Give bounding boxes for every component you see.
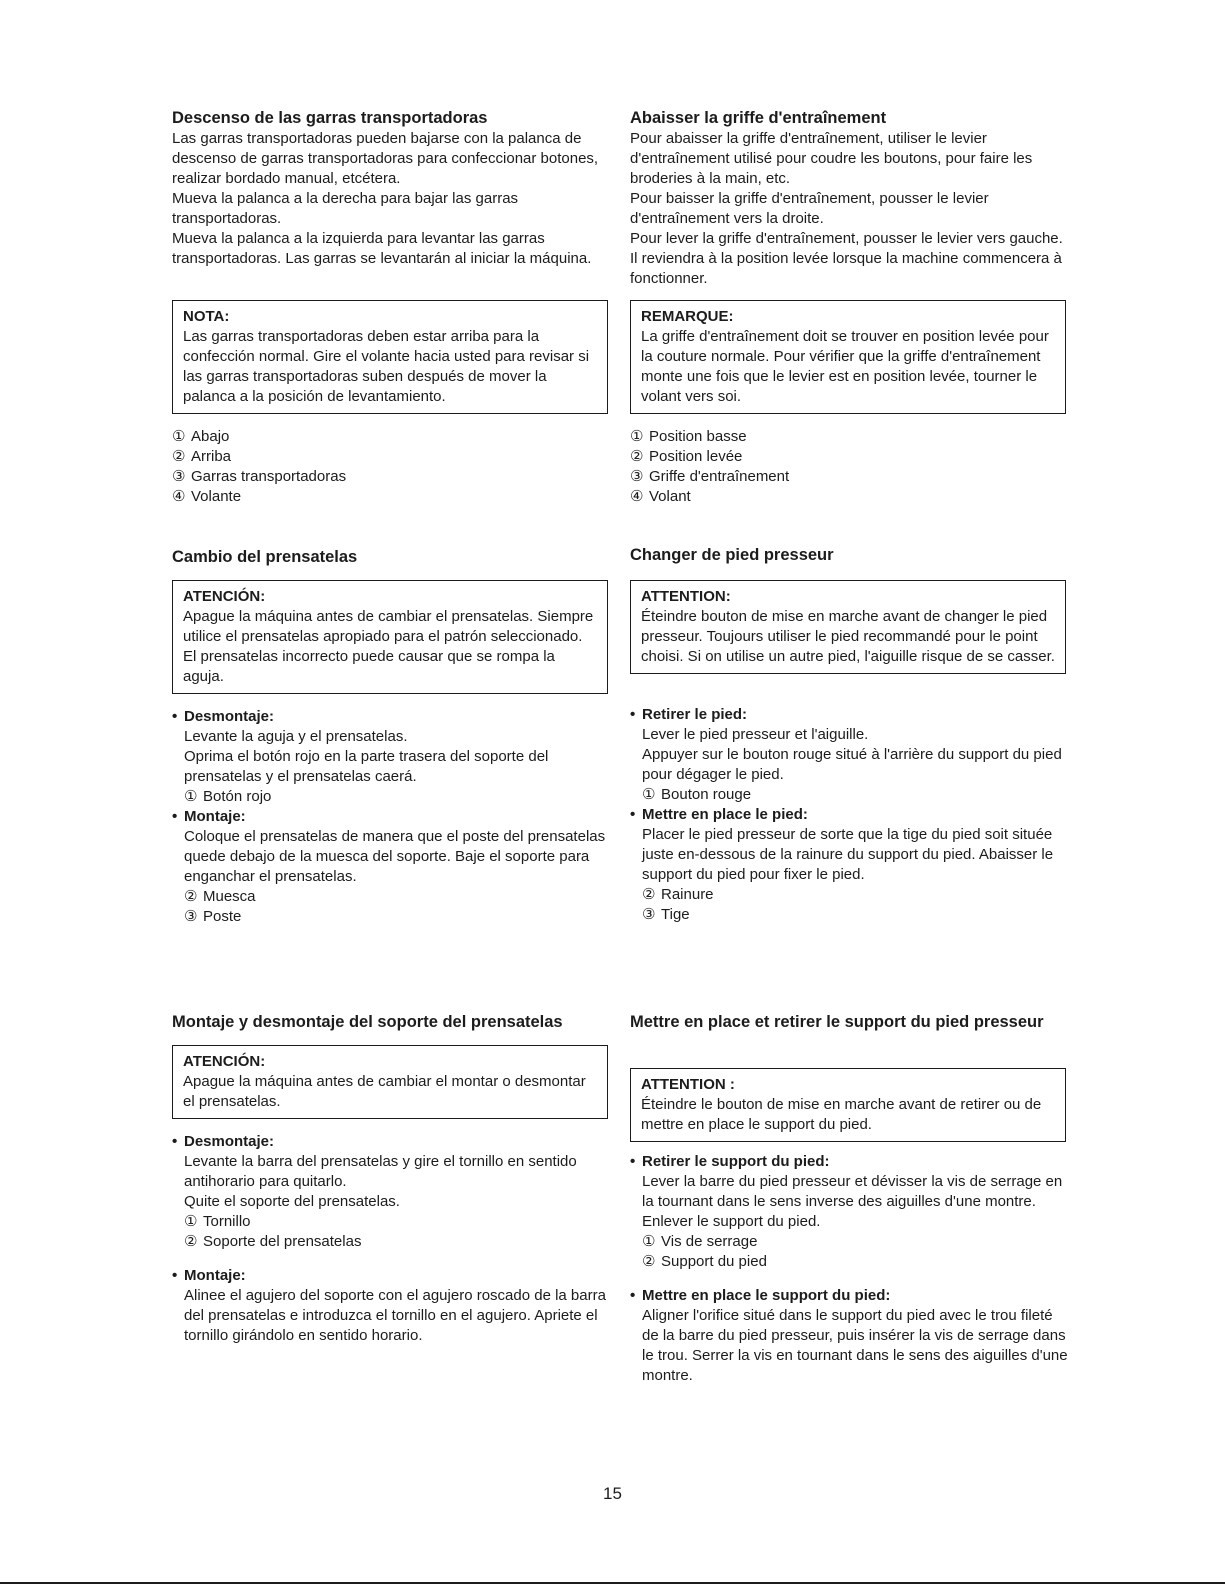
attention-text: Apague la máquina antes de cambiar el prensatelas. Siempre utilice el prensatelas apropiado para el patrón seleccionado. El prensatelas incorrecto puede causar que se rompa la aguja. (183, 608, 594, 685)
paragraph: Aligner l'orifice situé dans le support du pied avec le trou fileté de la barre du pied presseur, puis insérer la vis de serrage dans le trou. Serrer la vis en tournant dans le sens des aiguilles d'une montre. (642, 1307, 1068, 1384)
paragraph: Placer le pied presseur de sorte que la tige du pied soit située juste en-dessous de la rainure du support du pied. Abaisser le support du pied pour fixer le pied. (642, 826, 1054, 883)
list-item: ① Position basse (630, 428, 747, 445)
page-number: 15 (603, 1484, 622, 1503)
paragraph: Pour abaisser la griffe d'entraînement, utiliser le levier d'entraînement utilisé pour coudre les boutons, pour faire les broderies à la main, etc. (630, 130, 1033, 187)
note-text: Las garras transportadoras deben estar arriba para la confección normal. Gire el volante hacia usted para revisar si las garras transportadoras suben después de mover la palanca a la posición de levantamiento. (183, 328, 590, 405)
parts-list (630, 427, 789, 507)
list-item: ① Tornillo (184, 1213, 251, 1230)
paragraph: Levante la barra del prensatelas y gire el tornillo en sentido antihorario para quitarlo. (184, 1153, 577, 1190)
attention-title: ATENCIÓN: (183, 1053, 266, 1070)
paragraph: Pour baisser la griffe d'entraînement, pousser le levier d'entraînement vers la droite. (630, 190, 989, 227)
list-item: ④ Volant (630, 488, 691, 505)
paragraph: Lever le pied presseur et l'aiguille. (642, 726, 869, 743)
section-title: Montaje y desmontaje del soporte del prensatelas (172, 1013, 563, 1031)
paragraph: Mueva la palanca a la derecha para bajar las garras transportadoras. (172, 190, 519, 227)
attention-title: ATENCIÓN: (183, 588, 266, 605)
list-item: ③ Garras transportadoras (172, 468, 347, 485)
paragraph: Levante la aguja y el prensatelas. (184, 728, 408, 745)
bullet-heading: • Desmontaje: (172, 1133, 275, 1150)
paragraph: Alinee el agujero del soporte con el agujero roscado de la barra del prensatelas e introduzca el tornillo en el agujero. Apriete el tornillo girándolo en sentido horario. (184, 1287, 606, 1344)
bullet-heading: • Retirer le support du pied: (630, 1153, 830, 1170)
paragraph: Mueva la palanca a la izquierda para levantar las garras transportadoras. Las garras se levantarán al iniciar la máquina. (172, 230, 592, 267)
section-title: Changer de pied presseur (630, 546, 834, 564)
bullet-heading: • Retirer le pied: (630, 706, 748, 723)
list-item: ③ Poste (184, 908, 242, 925)
list-item: ② Support du pied (642, 1253, 767, 1270)
section-presser-foot-es (172, 547, 357, 567)
paragraph: Pour lever la griffe d'entraînement, pousser le levier vers gauche. Il reviendra à la position levée lorsque la machine commencera à fonctionner. (630, 230, 1063, 287)
bottom-rule (0, 1582, 1225, 1584)
attention-text: Apague la máquina antes de cambiar el montar o desmontar el prensatelas. (183, 1073, 586, 1110)
attention-box (630, 1068, 1066, 1142)
list-item: ③ Tige (642, 906, 690, 923)
paragraph: Coloque el prensatelas de manera que el poste del prensatelas quede debajo de la muesca del soporte. Baje el soporte para enganchar el prensatelas. (184, 828, 606, 885)
attention-box (172, 1045, 608, 1119)
parts-list (172, 427, 346, 507)
list-item: ① Bouton rouge (642, 786, 752, 803)
section-title: Abaisser la griffe d'entraînement (630, 109, 887, 127)
note-box (630, 300, 1066, 414)
bullet-heading: • Montaje: (172, 808, 246, 825)
note-text: La griffe d'entraînement doit se trouver en position levée pour la couture normale. Pour vérifier que la griffe d'entraînement monte une fois que le levier est en position levée, tourner le volant vers soi. (641, 328, 1049, 405)
paragraph: Quite el soporte del prensatelas. (184, 1193, 400, 1210)
list-item: ② Arriba (172, 448, 232, 465)
bullet-heading: • Mettre en place le pied: (630, 806, 808, 823)
section-presser-foot-fr (630, 545, 834, 565)
instructions (630, 1152, 1070, 1386)
attention-text: Éteindre le bouton de mise en marche avant de retirer ou de mettre en place le support du pied. (641, 1096, 1042, 1133)
list-item: ② Position levée (630, 448, 743, 465)
paragraph: Appuyer sur le bouton rouge situé à l'arrière du support du pied pour dégager le pied. (642, 746, 1062, 783)
list-item: ② Soporte del prensatelas (184, 1233, 362, 1250)
section-title: Mettre en place et retirer le support du pied presseur (630, 1013, 1044, 1031)
bullet-heading: • Mettre en place le support du pied: (630, 1287, 891, 1304)
list-item: ① Abajo (172, 428, 230, 445)
attention-title: ATTENTION : (641, 1076, 735, 1093)
attention-box (630, 580, 1066, 674)
section-foot-holder-es (172, 1012, 612, 1032)
section-title: Cambio del prensatelas (172, 548, 358, 566)
section-feed-dogs-es (172, 108, 612, 269)
instructions (630, 705, 1070, 925)
instructions (172, 707, 612, 927)
attention-text: Éteindre bouton de mise en marche avant de changer le pied presseur. Toujours utiliser le pied recommandé pour le point choisi. Si on utilise un autre pied, l'aiguille risque de se casser. (641, 608, 1055, 665)
note-box (172, 300, 608, 414)
paragraph: Lever la barre du pied presseur et dévisser la vis de serrage en la tournant dans le sens inverse des aiguilles d'une montre. Enlever le support du pied. (642, 1173, 1063, 1230)
list-item: ③ Griffe d'entraînement (630, 468, 790, 485)
section-feed-dogs-fr (630, 108, 1070, 289)
section-title: Descenso de las garras transportadoras (172, 109, 488, 127)
section-foot-holder-fr (630, 1012, 1050, 1032)
list-item: ① Vis de serrage (642, 1233, 758, 1250)
note-title: NOTA: (183, 308, 230, 325)
note-title: REMARQUE: (641, 308, 734, 325)
list-item: ② Muesca (184, 888, 256, 905)
attention-box (172, 580, 608, 694)
attention-title: ATTENTION: (641, 588, 731, 605)
instructions (172, 1132, 612, 1346)
list-item: ② Rainure (642, 886, 714, 903)
paragraph: Oprima el botón rojo en la parte trasera del soporte del prensatelas y el prensatelas caerá. (184, 748, 549, 785)
bullet-heading: • Desmontaje: (172, 708, 275, 725)
paragraph: Las garras transportadoras pueden bajarse con la palanca de descenso de garras transportadoras para confeccionar botones, realizar bordado manual, etcétera. (172, 130, 599, 187)
bullet-heading: • Montaje: (172, 1267, 246, 1284)
list-item: ① Botón rojo (184, 788, 272, 805)
list-item: ④ Volante (172, 488, 242, 505)
